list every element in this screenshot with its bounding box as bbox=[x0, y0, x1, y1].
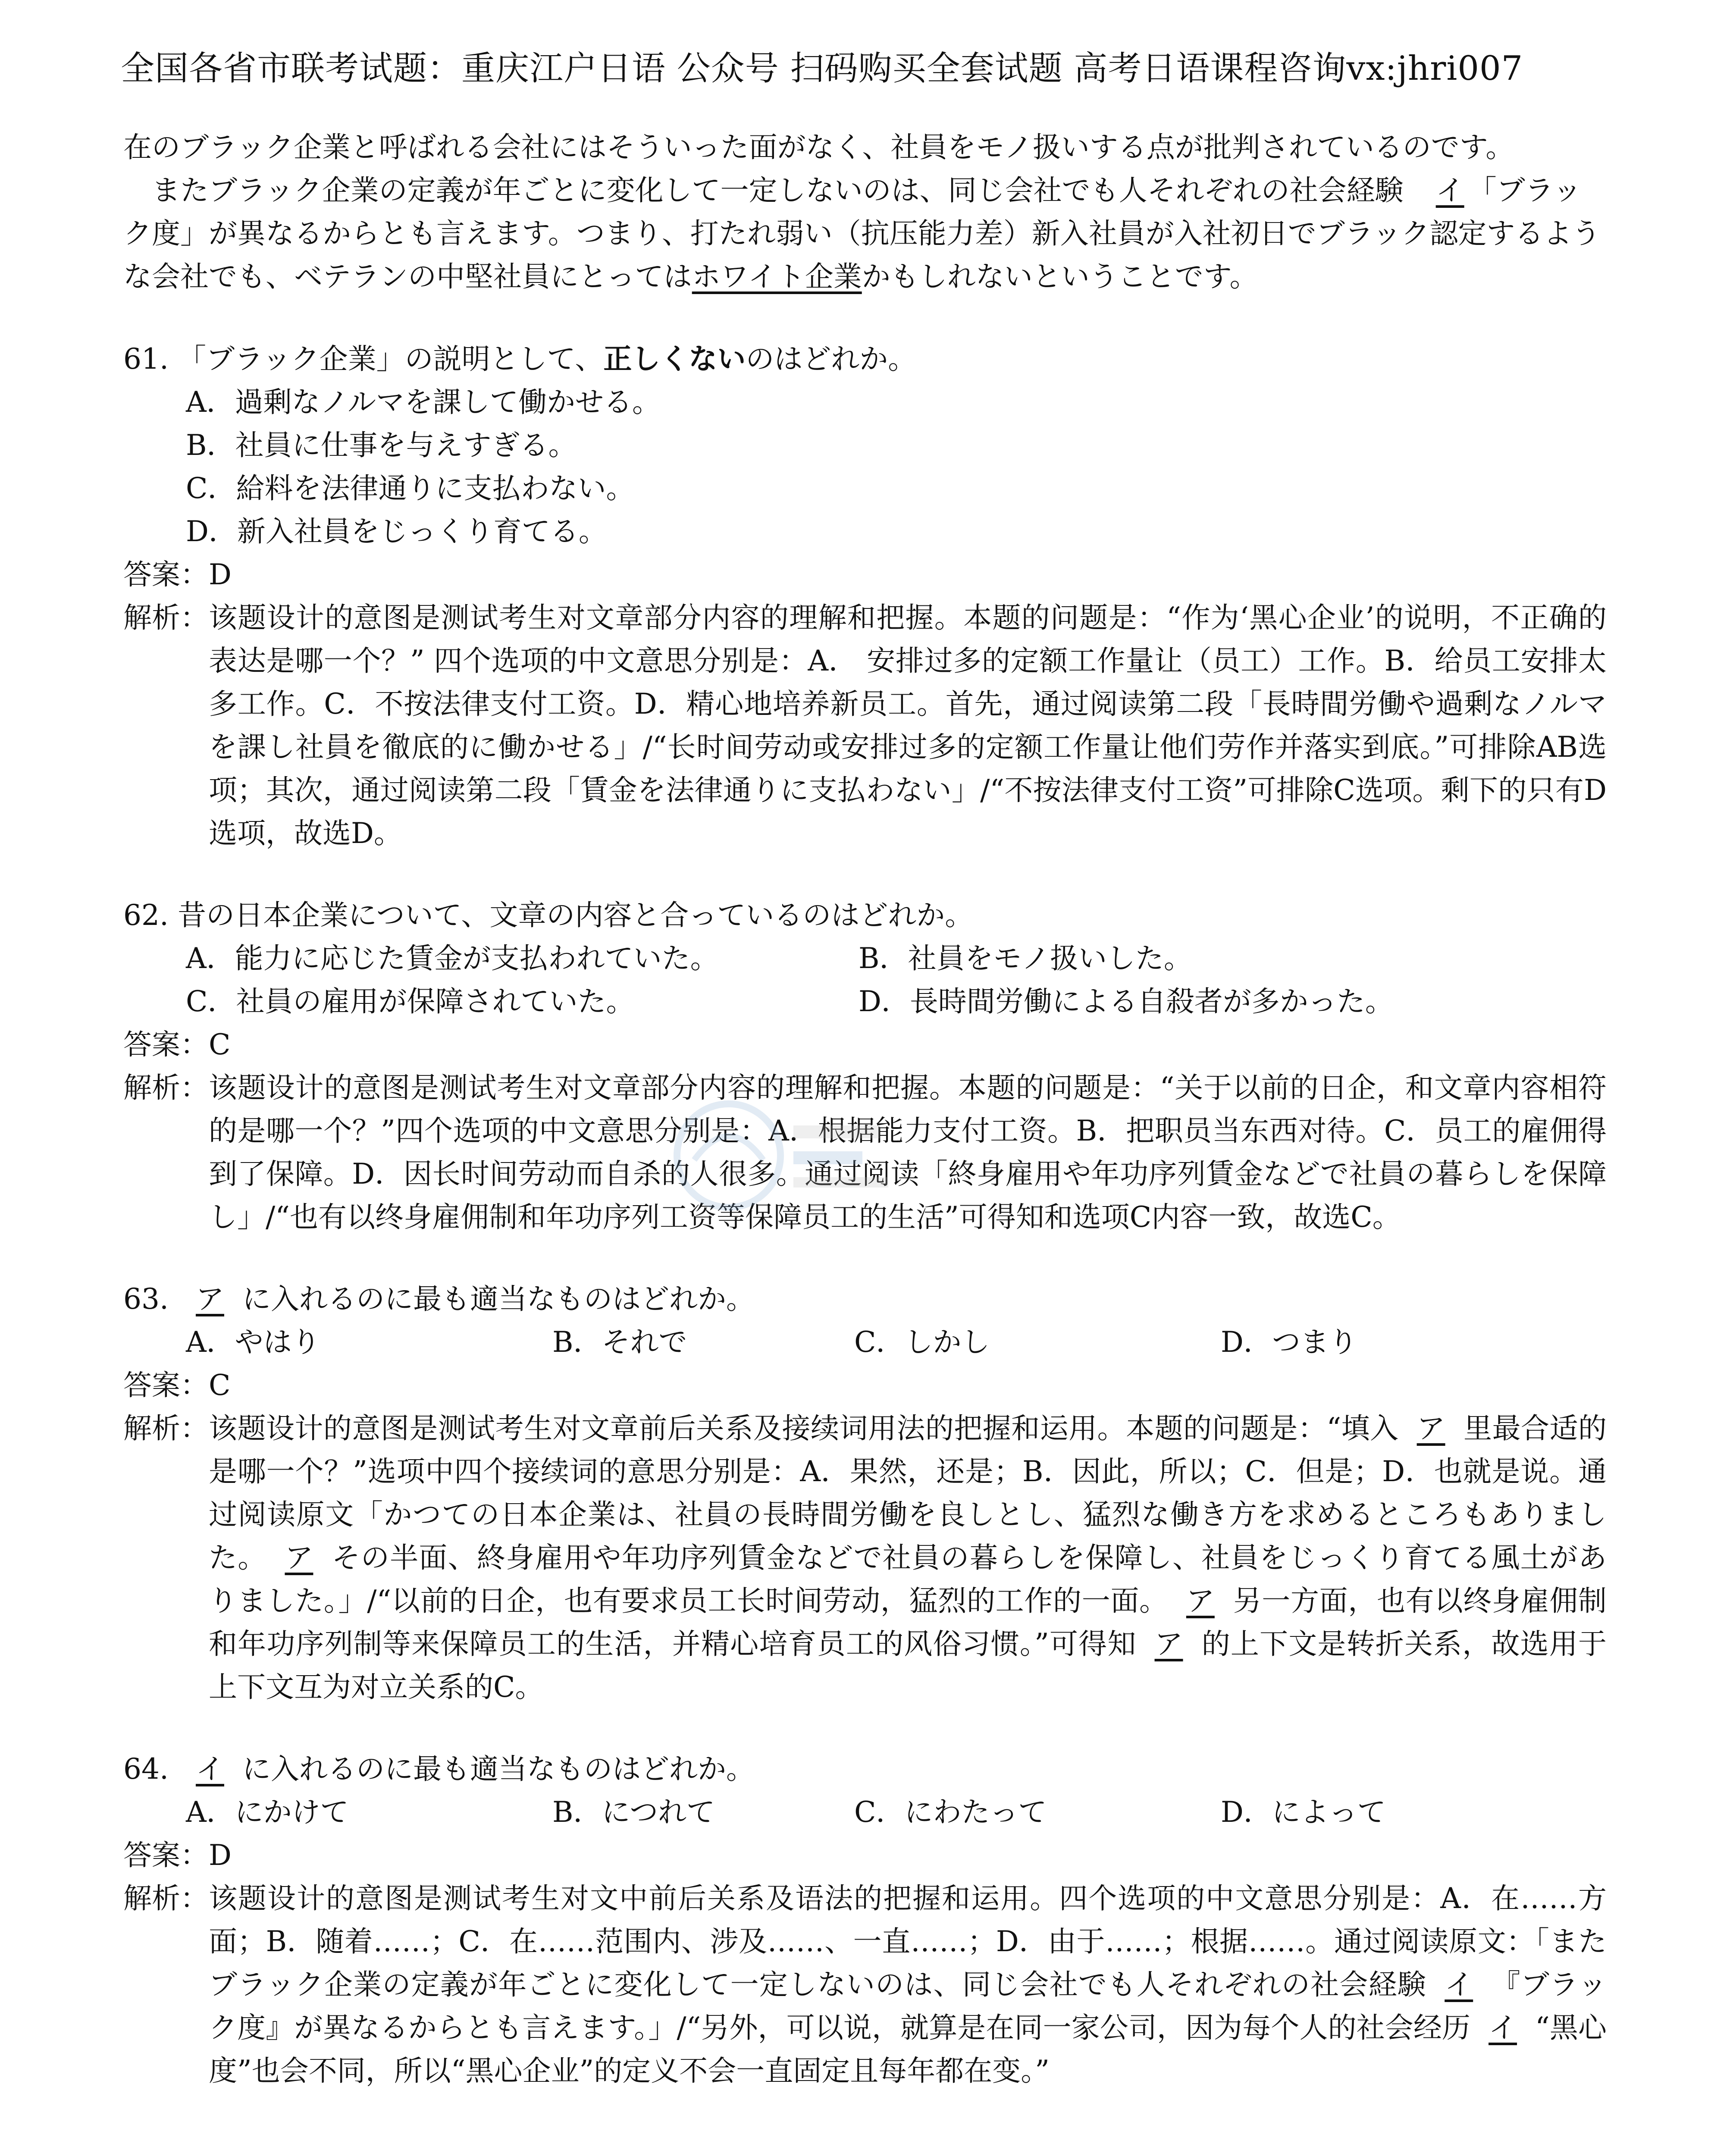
question-number: 63. bbox=[123, 1282, 169, 1316]
explanation-label: 解析： bbox=[123, 1412, 209, 1445]
explanation-label: 解析： bbox=[123, 1071, 209, 1104]
answer-value: C bbox=[209, 1369, 231, 1402]
blank-i: イ bbox=[1445, 1968, 1473, 2001]
answer-line bbox=[123, 1364, 1607, 1407]
option-c: C．にわたって bbox=[854, 1796, 1047, 1829]
stem-text: のはどれか。 bbox=[746, 342, 917, 376]
option-d: D．新入社員をじっくり育てる。 bbox=[186, 515, 607, 548]
passage bbox=[123, 126, 1607, 298]
passage-text: 「ブラック度」が異なるからとも言えます。つまり、打たれ弱い（抗压能力差）新入社員が入社初日でブラック認定するような会社でも、ベテランの中堅社員にとっては bbox=[123, 174, 1601, 293]
option-c: C．しかし bbox=[854, 1326, 990, 1359]
passage-text: かもしれないということです。 bbox=[862, 260, 1258, 293]
option-c: C．給料を法律通りに支払わない。 bbox=[186, 472, 635, 505]
watermark-arc bbox=[694, 1136, 763, 1160]
passage-paragraph bbox=[123, 169, 1607, 298]
passage-text: またブラック企業の定義が年ごとに変化して一定しないのは、同じ会社でも人それぞれの社会経験 bbox=[152, 174, 1404, 207]
stem-text: に入れるのに最も適当なものはどれか。 bbox=[242, 1752, 755, 1786]
answer-label: 答案： bbox=[123, 558, 209, 591]
question-63 bbox=[123, 1278, 1607, 1709]
explanation-segment: “黑心度”也会不同，所以“黑心企业”的定义不会一直固定且每年都在变。” bbox=[209, 2011, 1607, 2087]
answer-line bbox=[123, 1834, 1607, 1877]
question-64 bbox=[123, 1748, 1607, 2093]
answer-label: 答案： bbox=[123, 1839, 209, 1872]
option-a: A．やはり bbox=[186, 1326, 320, 1359]
option-b: B．につれて bbox=[552, 1796, 715, 1829]
option-a: A．にかけて bbox=[186, 1796, 349, 1829]
explanation-segment: 里最合适的是哪一个？”选项中四个接续词的意思分别是：A．果然，还是；B．因此，所以；C．但是；D．也就是说。通过阅读原文「かつての日本企業は、社員の長時間労働を良しとし、猛烈な働き方を求めるところもありました。 bbox=[209, 1412, 1607, 1574]
watermark-ring bbox=[677, 1104, 780, 1207]
blank-a: ア bbox=[1186, 1584, 1215, 1617]
explanation-text: 该题设计的意图是测试考生对文章部分内容的理解和把握。本题的问题是：“作为‘黑心企业’的说明，不正确的表达是哪一个？” 四个选项的中文意思分别是：A． 安排过多的定额工作量让（员工）工作。B．给员工安排太多工作。C．不按法律支付工资。D．精心地培养新员工。首先，通过阅读第二段「長時間労働や過剰なノルマを課し社員を徹底的に働かせる」/“长时间劳动或安排过多的定额工作量让他们劳作并落实到底。”可排除AB选项；其次，通过阅读第二段「賃金を法律通りに支払わない」/“不按法律支付工资”可排除C选项。剩下的只有D选项，故选D。 bbox=[209, 601, 1607, 850]
page-header: 全国各省市联考试题：重庆江户日语 公众号 扫码购买全套试题 高考日语课程咨询vx:jhri007 bbox=[121, 49, 1523, 88]
watermark-logo-icon bbox=[664, 1087, 906, 1225]
stem-text: に入れるのに最も適当なものはどれか。 bbox=[242, 1282, 755, 1316]
explanation-segment: 『ブラック度』が異なるからとも言えます。」/“另外，可以说，就算是在同一家公司，因为每个人的社会经历 bbox=[209, 1968, 1607, 2044]
explanation-text bbox=[209, 1407, 1607, 1709]
answer-value: C bbox=[209, 1028, 231, 1061]
option-d: D．によって bbox=[1221, 1796, 1386, 1829]
question-stem bbox=[123, 1748, 1607, 1791]
explanation-segment: 该题设计的意图是测试考生对文章前后关系及接续词用法的把握和运用。本题的问题是：“填入 bbox=[209, 1412, 1399, 1445]
question-61 bbox=[123, 337, 1607, 855]
blank-i: イ bbox=[1489, 2011, 1517, 2044]
option-d: D．つまり bbox=[1221, 1326, 1357, 1359]
option-b: B．社員に仕事を与えすぎる。 bbox=[186, 429, 577, 462]
explanation-segment: 该题设计的意图是测试考生对文中前后关系及语法的把握和运用。四个选项的中文意思分别是：A．在……方面；B．随着……；C．在……范围内、涉及……、一直……；D．由于……；根据……。通过阅读原文：「またブラック企業の定義が年ごとに変化して一定しないのは、同じ会社でも人それぞれの社会経験 bbox=[209, 1882, 1607, 2001]
answer-label: 答案： bbox=[123, 1369, 209, 1402]
explanation bbox=[123, 596, 1607, 855]
explanation-label: 解析： bbox=[123, 601, 209, 634]
option-b: B．社員をモノ扱いした。 bbox=[859, 942, 1192, 975]
blank-a: ア bbox=[1154, 1627, 1183, 1661]
option-grid bbox=[123, 1791, 1607, 1834]
option-d: D．長時間労働による自殺者が多かった。 bbox=[859, 985, 1394, 1018]
stem-text: 61. 「ブラック企業」の説明として、 bbox=[123, 342, 604, 376]
explanation-segment: 的上下文是转折关系，故选用于上下文互为对立关系的C。 bbox=[209, 1627, 1607, 1704]
blank-i: イ bbox=[195, 1752, 224, 1786]
blank-i: イ bbox=[1435, 174, 1464, 207]
explanation-text bbox=[209, 1877, 1607, 2093]
blank-a: ア bbox=[1416, 1412, 1445, 1445]
blank-a: ア bbox=[195, 1282, 224, 1316]
watermark-bar bbox=[793, 1151, 862, 1164]
explanation-label: 解析： bbox=[123, 1882, 209, 1915]
answer-label: 答案： bbox=[123, 1028, 209, 1061]
answer-value: D bbox=[209, 1839, 232, 1872]
answer-line bbox=[123, 1023, 1607, 1066]
explanation-segment: 另一方面，也有以终身雇佣制和年功序列制等来保障员工的生活，并精心培育员工的风俗习惯。”可得知 bbox=[209, 1584, 1607, 1661]
explanation-text: 该题设计的意图是测试考生对文章部分内容的理解和把握。本题的问题是：“关于以前的日企，和文章内容相符的是哪一个？”四个选项的中文意思分别是：A．根据能力支付工资。B．把职员当东西对待。C．员工的雇佣得到了保障。D．因长时间劳动而自杀的人很多。通过阅读「終身雇用や年功序列賃金などで社員の暮らしを保障し」/“也有以终身雇佣制和年功序列工资等保障员工的生活”可得知和选项C内容一致，故选C。 bbox=[209, 1071, 1607, 1234]
answer-value: D bbox=[209, 558, 232, 591]
watermark-bar bbox=[793, 1177, 888, 1188]
question-stem bbox=[123, 1278, 1607, 1321]
explanation-segment: その半面、終身雇用や年功序列賃金などで社員の暮らしを保障し、社員をじっくり育てる風土がありました。」/“以前的日企，也有要求员工长时间劳动，猛烈的工作的一面。 bbox=[209, 1541, 1607, 1617]
explanation bbox=[123, 1877, 1607, 2093]
question-stem: 62. 昔の日本企業について、文章の内容と合っているのはどれか。 bbox=[123, 899, 974, 932]
question-number: 64. bbox=[123, 1752, 169, 1786]
option-a: A．過剰なノルマを課して働かせる。 bbox=[186, 385, 661, 419]
passage-line: 在のブラック企業と呼ばれる会社にはそういった面がなく、社員をモノ扱いする点が批判されているのです。 bbox=[123, 131, 1514, 164]
option-c: C．社員の雇用が保障されていた。 bbox=[186, 985, 635, 1018]
option-grid bbox=[123, 1321, 1607, 1364]
answer-line bbox=[123, 553, 1607, 596]
blank-a: ア bbox=[285, 1541, 313, 1574]
option-grid bbox=[123, 937, 1607, 1023]
stem-emphasis: 正しくない bbox=[603, 342, 746, 376]
watermark-bar bbox=[793, 1125, 880, 1138]
explanation bbox=[123, 1407, 1607, 1709]
option-b: B．それで bbox=[552, 1326, 687, 1359]
question-stem bbox=[123, 337, 1607, 381]
option-a: A．能力に応じた賃金が支払われていた。 bbox=[186, 942, 719, 975]
underlined-phrase: ホワイト企業 bbox=[692, 260, 862, 293]
